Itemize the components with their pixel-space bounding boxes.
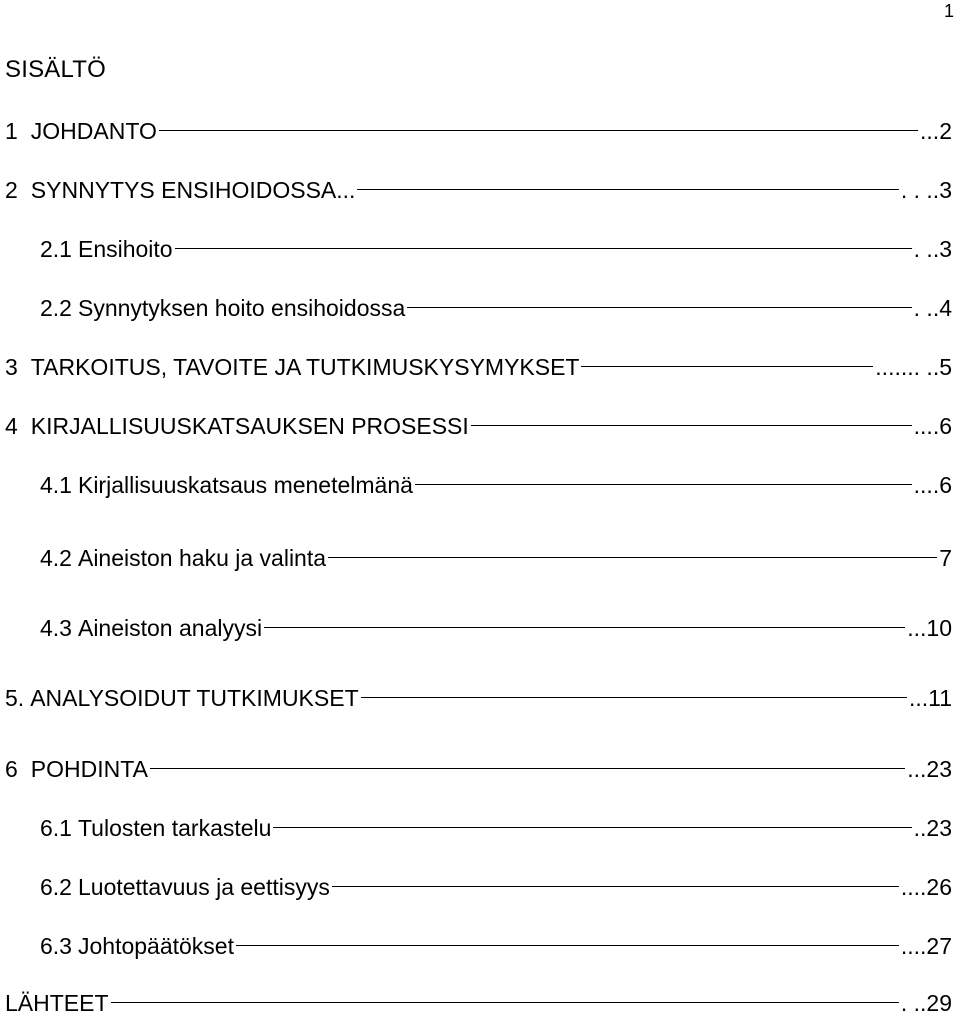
toc-entry-title: Tulosten tarkastelu: [77, 815, 272, 841]
toc-entry-title: Kirjallisuuskatsaus menetelmänä: [77, 472, 413, 498]
toc-entry-leader: [264, 627, 905, 628]
toc-entry-page: .29: [920, 990, 952, 1016]
toc-entry-page: .6: [932, 472, 952, 498]
toc-entry-dots: ...: [913, 472, 933, 498]
toc-entry[interactable]: [5, 985, 952, 1021]
toc-entry-number: 6.3: [40, 933, 72, 959]
toc-entry-leader: [581, 366, 873, 367]
toc-entry-dots: ...: [907, 615, 927, 641]
toc-entry-dots: . . ..: [900, 177, 940, 203]
toc-entry-number: 2: [5, 177, 18, 203]
toc-entry-page: .23: [920, 815, 952, 841]
toc-entry-page: .11: [921, 685, 952, 711]
toc-entry-page: 10: [926, 615, 952, 641]
toc-entry-dots: ....: [900, 933, 927, 959]
toc-entry-number: 3: [5, 354, 18, 380]
toc-entry-dots: ..: [908, 685, 922, 711]
toc-entry-title: Aineiston analyysi: [77, 615, 263, 641]
toc-entry[interactable]: [40, 869, 952, 905]
toc-entry-title: JOHDANTO: [30, 118, 157, 144]
toc-entry[interactable]: [40, 928, 952, 964]
toc-entry-title: Luotettavuus ja eettisyys: [77, 874, 330, 900]
toc-entry-number: 2.2: [40, 295, 72, 321]
toc-entry-number: 1: [5, 118, 18, 144]
toc-entry-page: .3: [932, 236, 952, 262]
toc-entry-title: TARKOITUS, TAVOITE JA TUTKIMUSKYSYMYKSET: [30, 354, 580, 380]
toc-entry[interactable]: [40, 231, 952, 267]
toc-entry-leader: [357, 189, 898, 190]
toc-entry[interactable]: [40, 610, 952, 646]
toc-entry-dots: .: [920, 118, 927, 144]
toc-entry-dots: .: [913, 815, 921, 841]
toc-entry-leader: [236, 945, 899, 946]
toc-entry-dots: ...: [913, 413, 933, 439]
toc-entry-number: 2.1: [40, 236, 72, 262]
toc-entry-number: 4.2: [40, 545, 72, 571]
toc-entry-leader: [471, 425, 912, 426]
toc-entry-title: KIRJALLISUUSKATSAUKSEN PROSESSI: [30, 413, 469, 439]
toc-entry-page: 23: [926, 756, 952, 782]
toc-entry-page: .5: [932, 354, 952, 380]
toc-entry-title: ANALYSOIDUT TUTKIMUKSET: [30, 685, 359, 711]
toc-entry-leader: [159, 130, 918, 131]
toc-entry-dots: ....... .: [875, 354, 933, 380]
toc-entry-dots: . .: [913, 295, 933, 321]
toc-entry-page: ..2: [926, 118, 952, 144]
toc-entry-leader: [328, 557, 937, 558]
toc-entry[interactable]: [5, 680, 952, 716]
page-number: 1: [943, 1, 954, 21]
toc-entry-page: .4: [932, 295, 952, 321]
toc-entry-title: Aineiston haku ja valinta: [77, 545, 327, 571]
toc-entry-leader: [273, 827, 911, 828]
toc-entry-dots: ...: [907, 756, 927, 782]
toc-entry-dots: . .: [900, 990, 921, 1016]
toc-entry-page: 7: [939, 545, 952, 571]
toc-entry[interactable]: [40, 540, 952, 576]
toc-entry-title: Synnytyksen hoito ensihoidossa: [77, 295, 406, 321]
toc-entry-dots: ....: [900, 874, 927, 900]
toc-entry[interactable]: [40, 467, 952, 503]
toc-entry[interactable]: [5, 751, 952, 787]
toc-entry-page: 3: [939, 177, 952, 203]
toc-entry[interactable]: [5, 172, 952, 208]
toc-entry-number: 6.2: [40, 874, 72, 900]
toc-entry-leader: [332, 886, 899, 887]
toc-entry-number: 4: [5, 413, 18, 439]
toc-entry-title: POHDINTA: [30, 756, 148, 782]
toc-entry-leader: [415, 484, 912, 485]
toc-entry[interactable]: [40, 810, 952, 846]
toc-entry-title: LÄHTEET: [5, 990, 109, 1016]
toc-entry-leader: [150, 768, 905, 769]
toc-entry-leader: [111, 1002, 899, 1003]
toc-entry-leader: [361, 697, 907, 698]
toc-entry-title: Johtopäätökset: [77, 933, 234, 959]
toc-entry-page: 26: [926, 874, 952, 900]
toc-entry-leader: [407, 307, 911, 308]
toc-entry-number: 6: [5, 756, 18, 782]
toc-entry-number: 4.1: [40, 472, 72, 498]
toc-entry-dots: . .: [913, 236, 933, 262]
toc-entry-title: Ensihoito: [77, 236, 173, 262]
toc-entry-page: 27: [926, 933, 952, 959]
toc-entry[interactable]: [5, 113, 952, 149]
toc-entry-number: 6.1: [40, 815, 72, 841]
toc-entry-page: .6: [932, 413, 952, 439]
toc-entry[interactable]: [40, 290, 952, 326]
toc-entry-title: SYNNYTYS ENSIHOIDOSSA...: [30, 177, 356, 203]
toc-entry-number: 4.3: [40, 615, 72, 641]
toc-entry-leader: [175, 248, 912, 249]
toc-entry[interactable]: [5, 349, 952, 385]
toc-entry-number: 5.: [5, 685, 25, 711]
toc-title: SISÄLTÖ: [5, 56, 106, 83]
toc-entry[interactable]: [5, 408, 952, 444]
